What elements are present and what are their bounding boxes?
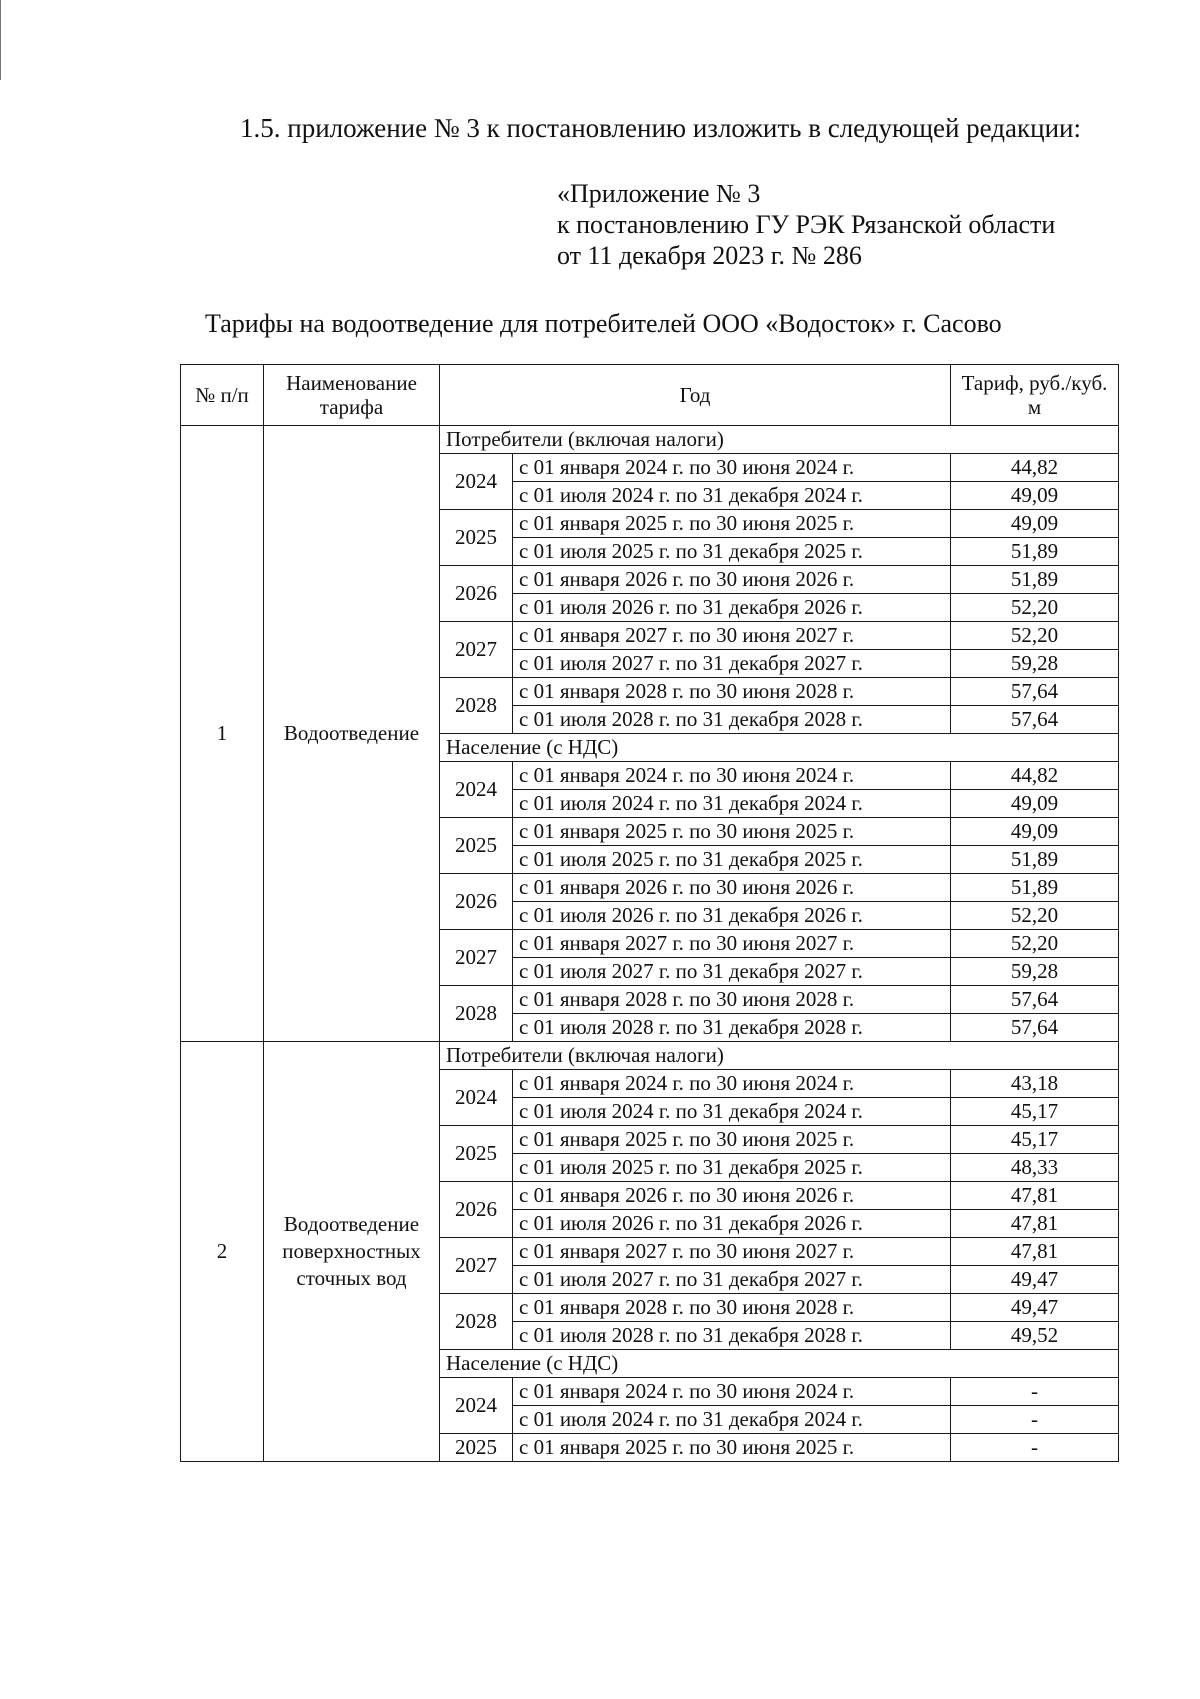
consumer-group-label: Население (с НДС) — [440, 1350, 1119, 1378]
period-cell: с 01 января 2026 г. по 30 июня 2026 г. — [513, 1182, 951, 1210]
year-cell: 2025 — [440, 818, 513, 874]
appendix-block — [557, 178, 1055, 271]
year-cell: 2027 — [440, 1238, 513, 1294]
tariff-table — [180, 364, 1119, 1462]
tariff-value: 43,18 — [951, 1070, 1119, 1098]
year-cell: 2025 — [440, 1126, 513, 1182]
period-cell: с 01 января 2025 г. по 30 июня 2025 г. — [513, 510, 951, 538]
period-cell: с 01 января 2025 г. по 30 июня 2025 г. — [513, 818, 951, 846]
tariff-value: 45,17 — [951, 1126, 1119, 1154]
period-cell: с 01 января 2027 г. по 30 июня 2027 г. — [513, 622, 951, 650]
appendix-line-1: «Приложение № 3 — [557, 179, 761, 208]
year-cell: 2026 — [440, 1182, 513, 1238]
period-cell: с 01 января 2026 г. по 30 июня 2026 г. — [513, 566, 951, 594]
header-tariff: Тариф, руб./куб. м — [951, 365, 1119, 426]
period-cell: с 01 июля 2024 г. по 31 декабря 2024 г. — [513, 790, 951, 818]
table-body — [181, 426, 1119, 1462]
period-cell: с 01 июля 2027 г. по 31 декабря 2027 г. — [513, 1266, 951, 1294]
tariff-name: Водоотведение — [264, 426, 440, 1042]
tariff-name: Водоотведение поверхностных сточных вод — [264, 1042, 440, 1462]
appendix-line-2: к постановлению ГУ РЭК Рязанской области — [557, 210, 1056, 239]
tariff-value: 44,82 — [951, 454, 1119, 482]
period-cell: с 01 января 2025 г. по 30 июня 2025 г. — [513, 1434, 951, 1462]
tariff-value: 52,20 — [951, 594, 1119, 622]
year-cell: 2025 — [440, 1434, 513, 1462]
tariff-value: 57,64 — [951, 986, 1119, 1014]
year-cell: 2025 — [440, 510, 513, 566]
tariff-value: 57,64 — [951, 678, 1119, 706]
tariff-value: 51,89 — [951, 874, 1119, 902]
period-cell: с 01 января 2026 г. по 30 июня 2026 г. — [513, 874, 951, 902]
year-cell: 2026 — [440, 874, 513, 930]
tariff-value: 49,09 — [951, 510, 1119, 538]
appendix-line-3: от 11 декабря 2023 г. № 286 — [557, 241, 862, 270]
period-cell: с 01 июля 2025 г. по 31 декабря 2025 г. — [513, 846, 951, 874]
tariff-value: 47,81 — [951, 1182, 1119, 1210]
period-cell: с 01 июля 2026 г. по 31 декабря 2026 г. — [513, 594, 951, 622]
period-cell: с 01 января 2024 г. по 30 июня 2024 г. — [513, 762, 951, 790]
year-cell: 2027 — [440, 930, 513, 986]
tariff-value: 45,17 — [951, 1098, 1119, 1126]
period-cell: с 01 января 2025 г. по 30 июня 2025 г. — [513, 1126, 951, 1154]
tariff-value: 44,82 — [951, 762, 1119, 790]
period-cell: с 01 января 2028 г. по 30 июня 2028 г. — [513, 678, 951, 706]
tariff-value: 52,20 — [951, 930, 1119, 958]
scan-edge-line — [0, 0, 1, 80]
row-number: 1 — [181, 426, 264, 1042]
tariff-value: 48,33 — [951, 1154, 1119, 1182]
header-year: Год — [440, 365, 951, 426]
period-cell: с 01 июля 2024 г. по 31 декабря 2024 г. — [513, 1098, 951, 1126]
tariff-value: 47,81 — [951, 1238, 1119, 1266]
tariff-value: 57,64 — [951, 706, 1119, 734]
period-cell: с 01 июля 2026 г. по 31 декабря 2026 г. — [513, 902, 951, 930]
tariff-value: 49,47 — [951, 1294, 1119, 1322]
tariff-value: 49,47 — [951, 1266, 1119, 1294]
year-cell: 2024 — [440, 454, 513, 510]
period-cell: с 01 января 2027 г. по 30 июня 2027 г. — [513, 930, 951, 958]
tariff-value: 49,52 — [951, 1322, 1119, 1350]
period-cell: с 01 января 2024 г. по 30 июня 2024 г. — [513, 1378, 951, 1406]
tariff-value: 49,09 — [951, 818, 1119, 846]
row-number: 2 — [181, 1042, 264, 1462]
year-cell: 2028 — [440, 1294, 513, 1350]
tariff-value: - — [951, 1378, 1119, 1406]
tariff-value: 59,28 — [951, 958, 1119, 986]
period-cell: с 01 июля 2025 г. по 31 декабря 2025 г. — [513, 1154, 951, 1182]
year-cell: 2024 — [440, 762, 513, 818]
period-cell: с 01 июля 2028 г. по 31 декабря 2028 г. — [513, 706, 951, 734]
period-cell: с 01 июля 2024 г. по 31 декабря 2024 г. — [513, 482, 951, 510]
header-num: № п/п — [181, 365, 264, 426]
tariff-value: 52,20 — [951, 902, 1119, 930]
period-cell: с 01 июля 2027 г. по 31 декабря 2027 г. — [513, 958, 951, 986]
year-cell: 2024 — [440, 1070, 513, 1126]
period-cell: с 01 января 2027 г. по 30 июня 2027 г. — [513, 1238, 951, 1266]
year-cell: 2028 — [440, 986, 513, 1042]
tariff-value: 47,81 — [951, 1210, 1119, 1238]
period-cell: с 01 июля 2024 г. по 31 декабря 2024 г. — [513, 1406, 951, 1434]
year-cell: 2024 — [440, 1378, 513, 1434]
year-cell: 2028 — [440, 678, 513, 734]
tariff-value: - — [951, 1434, 1119, 1462]
year-cell: 2027 — [440, 622, 513, 678]
tariff-value: 51,89 — [951, 846, 1119, 874]
period-cell: с 01 июля 2026 г. по 31 декабря 2026 г. — [513, 1210, 951, 1238]
year-cell: 2026 — [440, 566, 513, 622]
period-cell: с 01 июля 2027 г. по 31 декабря 2027 г. — [513, 650, 951, 678]
document-title: Тарифы на водоотведение для потребителей ООО «Водосток» г. Сасово — [205, 309, 1002, 338]
intro-line: 1.5. приложение № 3 к постановлению изложить в следующей редакции: — [240, 113, 1081, 143]
tariff-value: 51,89 — [951, 566, 1119, 594]
period-cell: с 01 января 2028 г. по 30 июня 2028 г. — [513, 1294, 951, 1322]
period-cell: с 01 января 2024 г. по 30 июня 2024 г. — [513, 1070, 951, 1098]
tariff-value: 59,28 — [951, 650, 1119, 678]
tariff-value: - — [951, 1406, 1119, 1434]
header-name: Наименование тарифа — [264, 365, 440, 426]
tariff-value: 51,89 — [951, 538, 1119, 566]
period-cell: с 01 января 2024 г. по 30 июня 2024 г. — [513, 454, 951, 482]
period-cell: с 01 июля 2025 г. по 31 декабря 2025 г. — [513, 538, 951, 566]
consumer-group-label: Потребители (включая налоги) — [440, 1042, 1119, 1070]
tariff-value: 49,09 — [951, 790, 1119, 818]
table-header-row — [181, 365, 1119, 426]
group-row — [181, 426, 1119, 454]
consumer-group-label: Население (с НДС) — [440, 734, 1119, 762]
tariff-value: 52,20 — [951, 622, 1119, 650]
consumer-group-label: Потребители (включая налоги) — [440, 426, 1119, 454]
period-cell: с 01 июля 2028 г. по 31 декабря 2028 г. — [513, 1014, 951, 1042]
tariff-value: 57,64 — [951, 1014, 1119, 1042]
period-cell: с 01 июля 2028 г. по 31 декабря 2028 г. — [513, 1322, 951, 1350]
group-row — [181, 1042, 1119, 1070]
period-cell: с 01 января 2028 г. по 30 июня 2028 г. — [513, 986, 951, 1014]
tariff-value: 49,09 — [951, 482, 1119, 510]
